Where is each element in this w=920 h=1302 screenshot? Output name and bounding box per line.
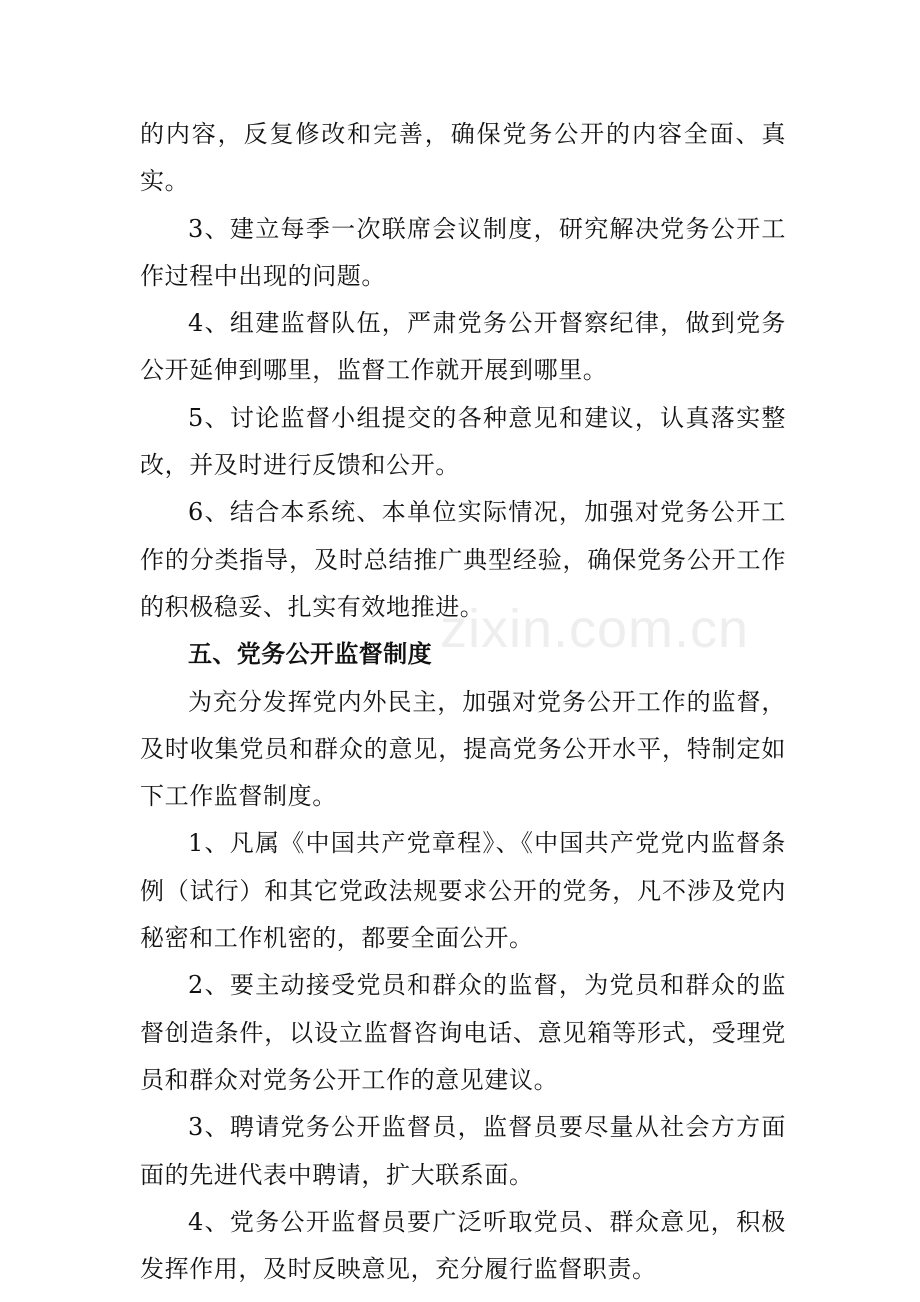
intro-paragraph: 为充分发挥党内外民主，加强对党务公开工作的监督，及时收集党员和群众的意见，提高党务公开水平，特制定如下工作监督制度。 [140, 687, 786, 811]
watermark: zixin.com.cn [440, 599, 750, 659]
list-item-5: 5、讨论监督小组提交的各种意见和建议，认真落实整改，并及时进行反馈和公开。 [140, 403, 786, 480]
list-item-1: 1、凡属《中国共产党章程》、《中国共产党党内监督条例（试行）和其它党政法规要求公开的党务，凡不涉及党内秘密和工作机密的，都要全面公开。 [140, 829, 786, 953]
list-item-3: 3、建立每季一次联席会议制度，研究解决党务公开工作过程中出现的问题。 [140, 214, 786, 290]
list-item-4: 4、组建监督队伍，严肃党务公开督察纪律，做到党务公开延伸到哪里，监督工作就开展到哪里。 [140, 309, 786, 385]
list-item-4b: 4、党务公开监督员要广泛听取党员、群众意见，积极发挥作用，及时反映意见，充分履行监督职责。 [140, 1207, 786, 1284]
list-item-6: 6、结合本系统、本单位实际情况，加强对党务公开工作的分类指导，及时总结推广典型经验，确保党务公开工作的积极稳妥、扎实有效地推进。 [140, 498, 786, 621]
section-heading: 五、党务公开监督制度 [188, 640, 432, 669]
list-item-2: 2、要主动接受党员和群众的监督，为党员和群众的监督创造条件，以设立监督咨询电话、意见箱等形式，受理党员和群众对党务公开工作的意见建议。 [140, 971, 786, 1094]
continuation-paragraph: 的内容，反复修改和完善，确保党务公开的内容全面、真实。 [140, 120, 786, 196]
document-body [140, 111, 786, 1293]
list-item-3b: 3、聘请党务公开监督员，监督员要尽量从社会方方面面的先进代表中聘请，扩大联系面。 [140, 1113, 786, 1189]
